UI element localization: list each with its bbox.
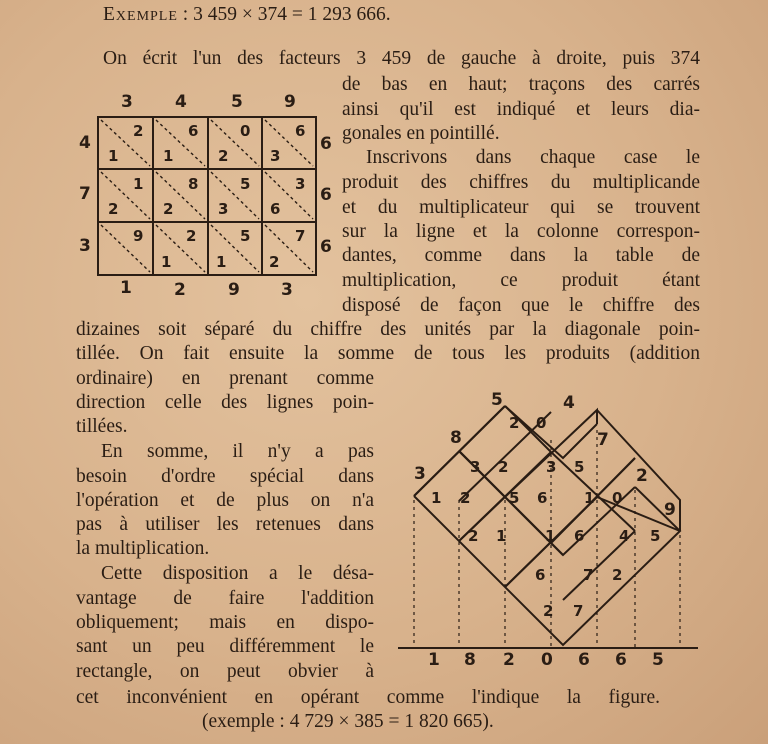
cell-digit: 2	[133, 122, 144, 140]
cell-digit: 6	[535, 566, 546, 584]
text-line: multiplication, ce produit étant	[342, 270, 700, 291]
result-digit: 2	[174, 280, 186, 300]
result-digit: 6	[320, 185, 332, 205]
text-line: obliquement; mais en dispo-	[76, 612, 374, 633]
text-line: la multiplication.	[76, 538, 210, 559]
multiplier-digit: 4	[79, 133, 91, 153]
result-digit: 2	[503, 650, 515, 670]
text-line: tillée. On fait ensuite la somme de tous les produits (addition	[76, 343, 700, 364]
cell-digit: 0	[536, 414, 547, 432]
result-digit: 0	[541, 650, 553, 670]
result-digit: 6	[320, 237, 332, 257]
cell-digit: 2	[543, 602, 554, 620]
text-line: On écrit l'un des facteurs 3 459 de gauche à droite, puis 374	[103, 48, 700, 69]
result-digit: 1	[120, 278, 132, 298]
cell-digit: 2	[186, 227, 197, 245]
text-line: sur la ligne et la colonne correspon-	[342, 221, 700, 242]
cell-digit: 3	[270, 147, 281, 165]
cell-digit: 2	[468, 527, 479, 545]
text-line: de bas en haut; traçons des carrés	[342, 74, 700, 95]
text-line: ainsi qu'il est indiqué et leurs dia-	[342, 99, 700, 120]
multiplicand-digit: 9	[664, 500, 676, 520]
cell-digit: 6	[188, 122, 199, 140]
cell-digit: 1	[431, 489, 442, 507]
cell-digit: 5	[240, 175, 251, 193]
cell-digit: 6	[537, 489, 548, 507]
cell-digit: 2	[460, 489, 471, 507]
multiplicand-digit: 9	[284, 92, 296, 112]
text-line: dizaines soit séparé du chiffre des unités par la diagonale poin-	[76, 319, 700, 340]
multiplicand-digit: 7	[597, 430, 609, 450]
cell-digit: 7	[573, 602, 584, 620]
cell-digit: 0	[240, 122, 251, 140]
multiplicand-digit: 4	[563, 393, 575, 413]
text-line: En somme, il n'y a pas	[101, 441, 374, 462]
result-digit: 8	[464, 650, 476, 670]
cell-digit: 3	[470, 458, 481, 476]
multiplier-digit: 8	[450, 428, 462, 448]
text-line: (exemple : 4 729 × 385 = 1 820 665).	[202, 711, 494, 732]
cell-digit: 2	[163, 200, 174, 218]
example-heading: Exemple	[103, 4, 178, 25]
cell-digit: 1	[584, 489, 595, 507]
result-digit: 6	[615, 650, 627, 670]
cell-digit: 1	[133, 175, 144, 193]
text-line: disposé de façon que le chiffre des	[342, 295, 700, 316]
text-line: et du multiplicateur qui se trouvent	[342, 197, 700, 218]
text-line: tillées.	[76, 416, 128, 437]
cell-digit: 3	[546, 458, 557, 476]
result-digit: 1	[428, 650, 440, 670]
cell-digit: 2	[269, 253, 280, 271]
text-line: Cette disposition a le désa-	[101, 563, 374, 584]
text-line: vantage de faire l'addition	[76, 588, 374, 609]
cell-digit: 7	[295, 227, 306, 245]
cell-digit: 9	[133, 227, 144, 245]
text-line: produit des chiffres du multiplicande	[342, 172, 700, 193]
text-line: rectangle, on peut obvier à	[76, 661, 374, 682]
cell-digit: 1	[108, 147, 119, 165]
result-digit: 9	[228, 280, 240, 300]
cell-digit: 1	[496, 527, 507, 545]
cell-digit: 1	[161, 253, 172, 271]
cell-digit: 6	[574, 527, 585, 545]
cell-digit: 1	[545, 527, 556, 545]
text-line: Inscrivons dans chaque case le	[366, 147, 700, 168]
cell-digit: 3	[218, 200, 229, 218]
text-line: direction celle des lignes poin-	[76, 392, 374, 413]
text-line: cet inconvénient en opérant comme l'indique la figure.	[76, 687, 660, 708]
multiplier-digit: 3	[79, 236, 91, 256]
cell-digit: 5	[574, 458, 585, 476]
cell-digit: 8	[188, 175, 199, 193]
text-line: besoin d'ordre spécial dans	[76, 466, 374, 487]
multiplicand-digit: 2	[636, 466, 648, 486]
multiplicand-digit: 4	[175, 92, 187, 112]
text-line: sant un peu différemment le	[76, 636, 374, 657]
example-expression: : 3 459 × 374 = 1 293 666.	[177, 4, 391, 25]
cell-digit: 2	[498, 458, 509, 476]
text-line: dantes, comme dans la table de	[342, 245, 700, 266]
cell-digit: 1	[163, 147, 174, 165]
result-digit: 3	[281, 280, 293, 300]
cell-digit: 7	[583, 566, 594, 584]
cell-digit: 4	[619, 527, 630, 545]
cell-digit: 2	[218, 147, 229, 165]
cell-digit: 1	[216, 253, 227, 271]
cell-digit: 2	[108, 200, 119, 218]
text-line: l'opération et de plus on n'a	[76, 490, 374, 511]
multiplier-digit: 7	[79, 184, 91, 204]
cell-digit: 3	[295, 175, 306, 193]
cell-digit: 2	[509, 414, 520, 432]
multiplicand-digit: 3	[121, 92, 133, 112]
result-digit: 5	[652, 650, 664, 670]
multiplicand-digit: 5	[231, 92, 243, 112]
multiplier-digit: 5	[491, 390, 503, 410]
cell-digit: 5	[240, 227, 251, 245]
text-line: ordinaire) en prenant comme	[76, 368, 374, 389]
cell-digit: 5	[509, 489, 520, 507]
cell-digit: 6	[270, 200, 281, 218]
text-line: gonales en pointillé.	[342, 123, 500, 144]
cell-digit: 5	[650, 527, 661, 545]
cell-digit: 0	[612, 489, 623, 507]
multiplier-digit: 3	[414, 464, 426, 484]
result-digit: 6	[578, 650, 590, 670]
cell-digit: 2	[612, 566, 623, 584]
text-line: pas à utiliser les retenues dans	[76, 514, 374, 535]
result-digit: 6	[320, 134, 332, 154]
cell-digit: 6	[295, 122, 306, 140]
